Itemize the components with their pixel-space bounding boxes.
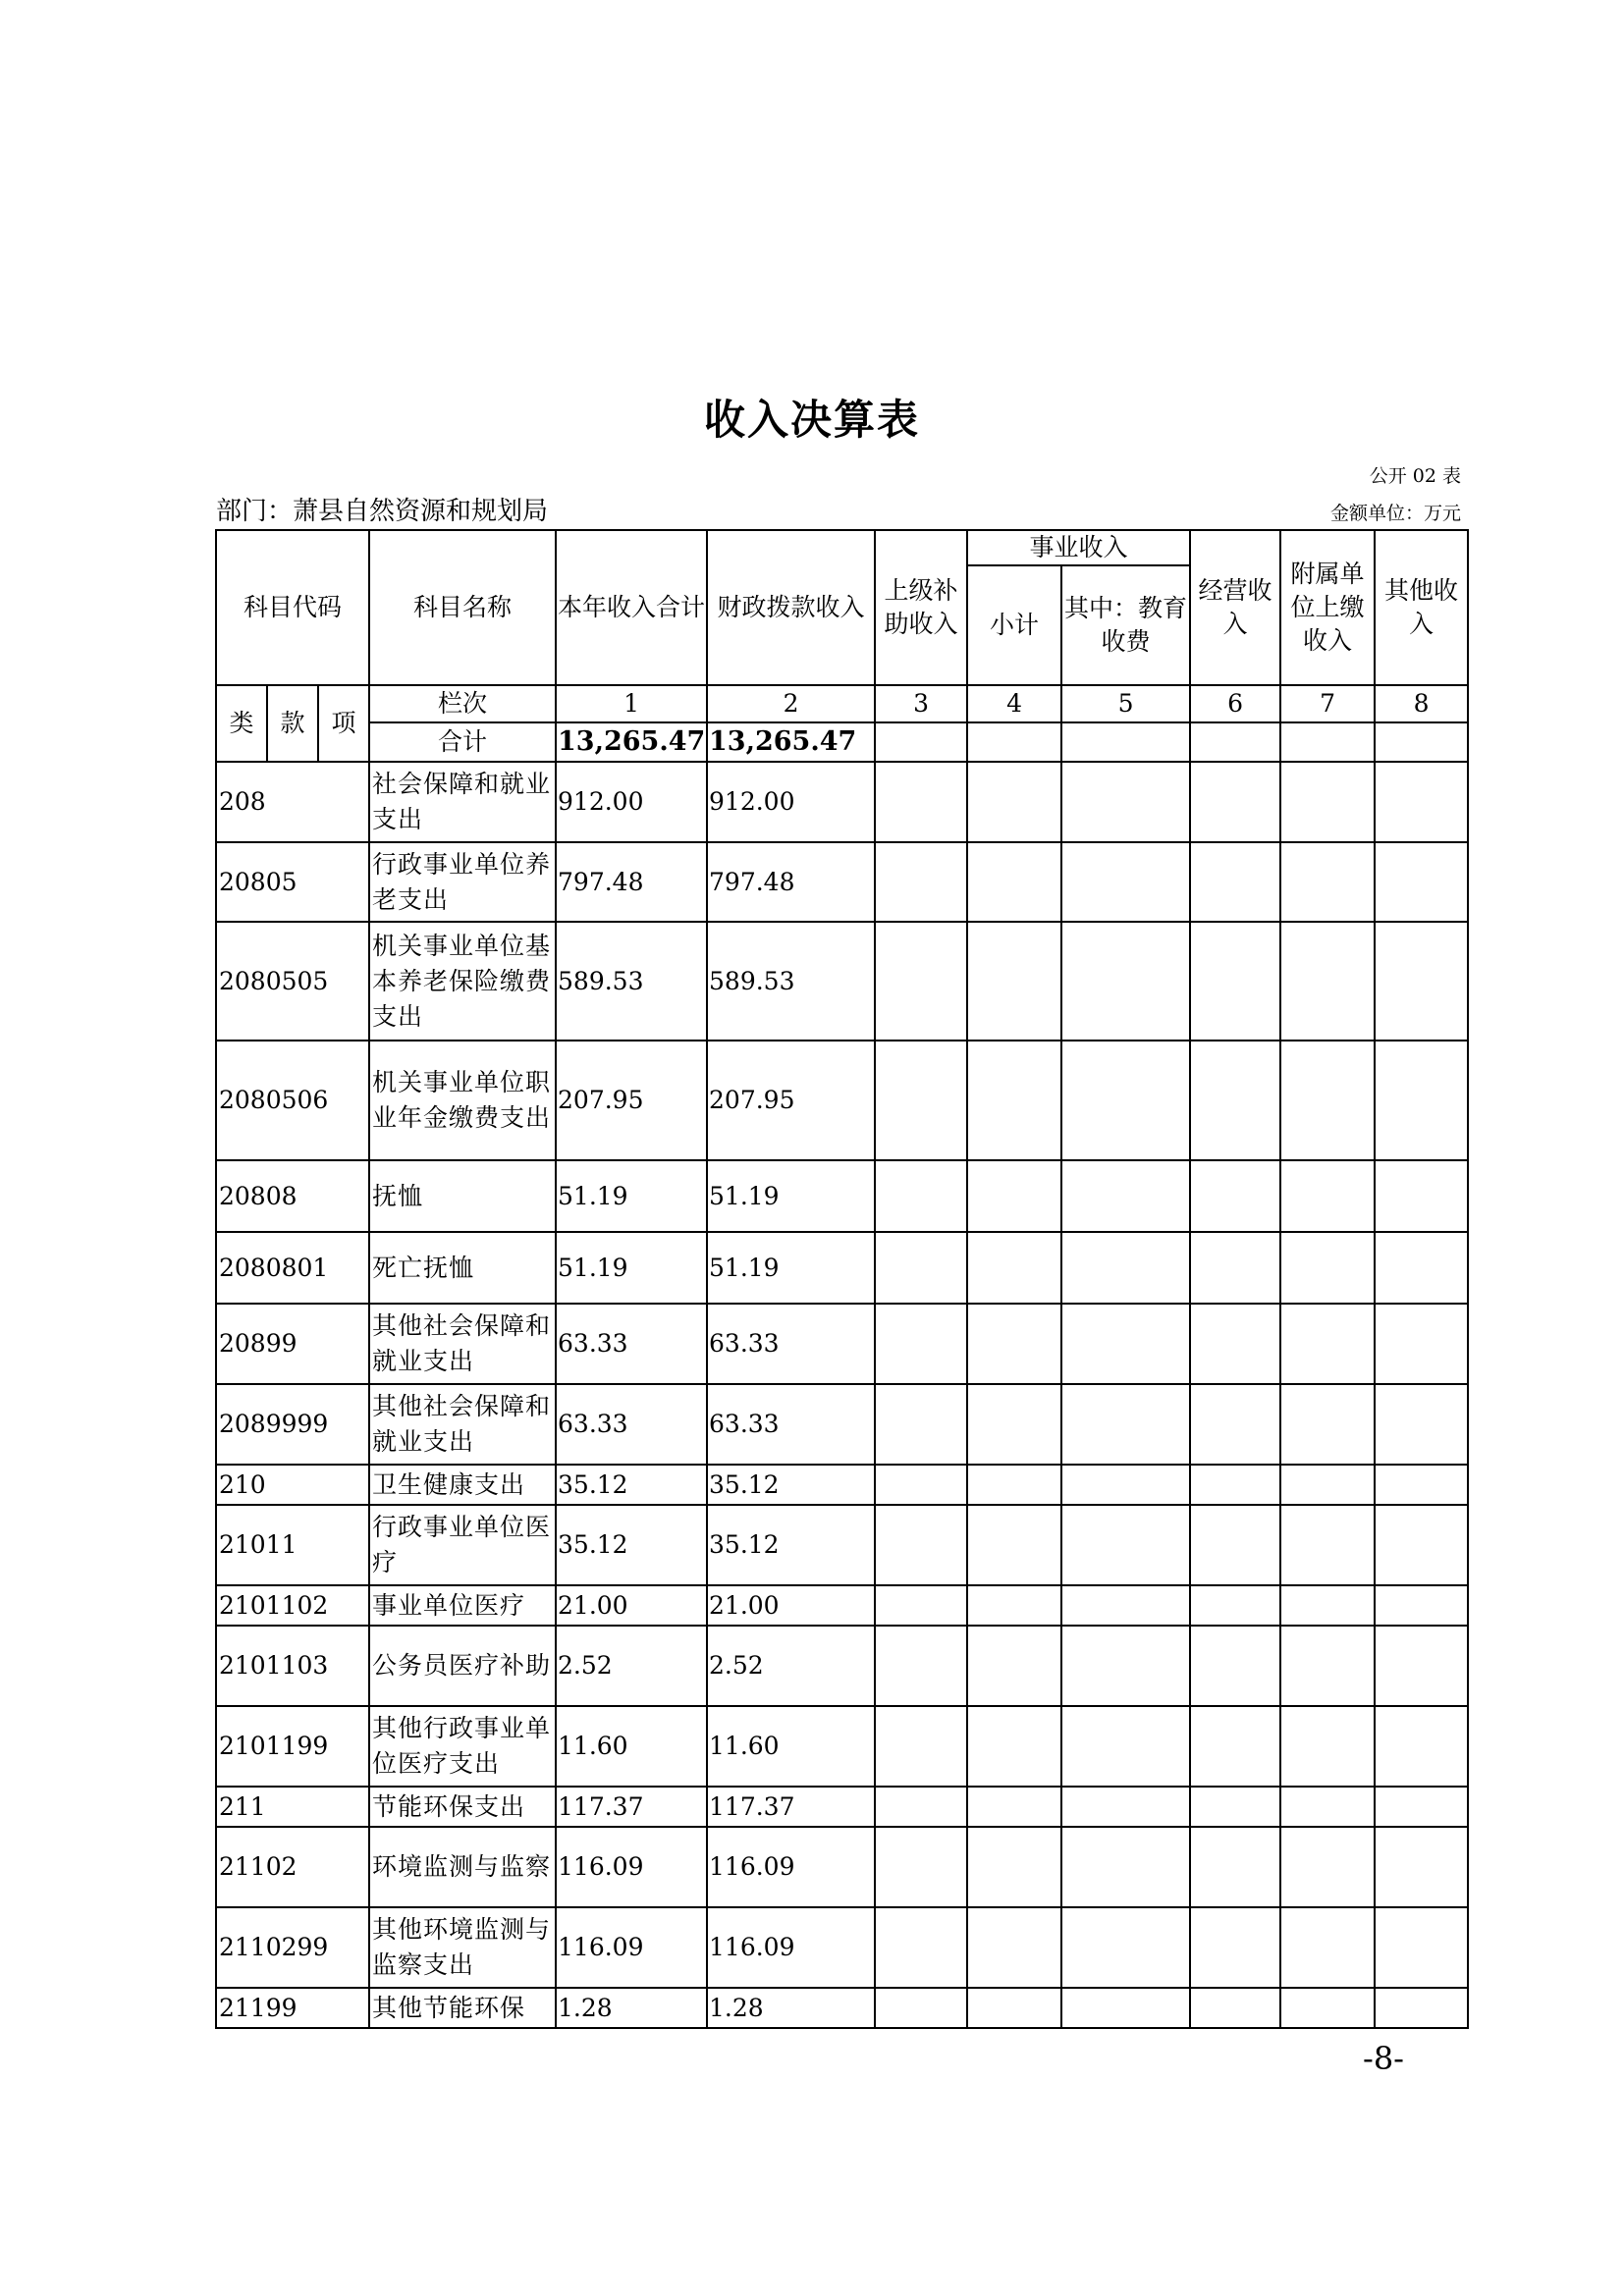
row-fiscal: 912.00 — [707, 762, 875, 842]
row-fiscal: 116.09 — [707, 1907, 875, 1988]
col-number: 5 — [1061, 685, 1190, 722]
empty-cell — [1061, 1465, 1190, 1505]
empty-cell — [1375, 1304, 1468, 1384]
table-row — [216, 922, 1468, 1041]
empty-cell — [1280, 1232, 1375, 1304]
empty-cell — [1280, 1160, 1375, 1232]
header-total: 本年收入合计 — [556, 530, 707, 685]
unit-label: 金额单位：万元 — [1329, 503, 1461, 524]
row-total: 589.53 — [556, 922, 707, 1041]
row-name: 机关事业单位基本养老保险缴费支出 — [369, 922, 556, 1041]
empty-cell — [1375, 922, 1468, 1041]
row-fiscal: 21.00 — [707, 1585, 875, 1626]
col-number: 7 — [1280, 685, 1375, 722]
empty-cell — [1190, 1384, 1280, 1465]
empty-cell — [1061, 1706, 1190, 1787]
row-code: 2080801 — [216, 1232, 369, 1304]
empty-cell — [875, 1907, 967, 1988]
empty-cell — [1190, 842, 1280, 922]
empty-cell — [1375, 1465, 1468, 1505]
header-superior: 上级补助收入 — [875, 530, 967, 685]
empty-cell — [967, 1505, 1061, 1585]
col-number: 3 — [875, 685, 967, 722]
header-subtotal: 小计 — [967, 565, 1061, 685]
col-number: 2 — [707, 685, 875, 722]
department-label: 部门：萧县自然资源和规划局 — [216, 497, 549, 526]
empty-cell — [1061, 1827, 1190, 1907]
row-fiscal: 63.33 — [707, 1304, 875, 1384]
row-name: 节能环保支出 — [369, 1787, 556, 1827]
empty-cell — [1061, 1041, 1190, 1160]
table-row — [216, 1041, 1468, 1160]
col-number: 6 — [1190, 685, 1280, 722]
empty-cell — [1190, 1585, 1280, 1626]
empty-cell — [967, 1827, 1061, 1907]
row-fiscal: 117.37 — [707, 1787, 875, 1827]
header-fiscal: 财政拨款收入 — [707, 530, 875, 685]
empty-cell — [1190, 1626, 1280, 1706]
row-fiscal: 35.12 — [707, 1465, 875, 1505]
empty-cell — [967, 1787, 1061, 1827]
empty-cell — [1280, 1988, 1375, 2028]
empty-cell — [1190, 762, 1280, 842]
row-fiscal: 589.53 — [707, 922, 875, 1041]
empty-cell — [1061, 1384, 1190, 1465]
empty-cell — [875, 1304, 967, 1384]
col-number: 8 — [1375, 685, 1468, 722]
empty-cell — [1375, 1041, 1468, 1160]
empty-cell — [1190, 1304, 1280, 1384]
header-affiliated: 附属单位上缴收入 — [1280, 530, 1375, 685]
row-total: 116.09 — [556, 1907, 707, 1988]
empty-cell — [1190, 1706, 1280, 1787]
empty-cell — [1280, 1907, 1375, 1988]
page-number: -8- — [1363, 2040, 1404, 2077]
empty-cell — [1375, 842, 1468, 922]
empty-cell — [1061, 1626, 1190, 1706]
table-row — [216, 1706, 1468, 1787]
row-code: 2101103 — [216, 1626, 369, 1706]
empty-cell — [1280, 1787, 1375, 1827]
row-name: 行政事业单位养老支出 — [369, 842, 556, 922]
empty-cell — [967, 1465, 1061, 1505]
row-code: 2101199 — [216, 1706, 369, 1787]
empty-cell — [1375, 1706, 1468, 1787]
form-number: 公开 02 表 — [1369, 465, 1461, 487]
empty-cell — [967, 1585, 1061, 1626]
header-code: 科目代码 — [216, 530, 369, 685]
table-row — [216, 1827, 1468, 1907]
row-total: 21.00 — [556, 1585, 707, 1626]
empty-cell — [1061, 922, 1190, 1041]
empty-cell — [1375, 1626, 1468, 1706]
empty-cell — [1375, 1232, 1468, 1304]
empty-cell — [967, 1907, 1061, 1988]
header-business: 事业收入 — [967, 530, 1190, 565]
row-fiscal: 1.28 — [707, 1988, 875, 2028]
table-row — [216, 1988, 1468, 2028]
empty-cell — [875, 1827, 967, 1907]
row-code: 2089999 — [216, 1384, 369, 1465]
row-code: 21102 — [216, 1827, 369, 1907]
empty-cell — [967, 1304, 1061, 1384]
row-name: 社会保障和就业支出 — [369, 762, 556, 842]
empty-cell — [1375, 1787, 1468, 1827]
empty-cell — [967, 842, 1061, 922]
header-xiang: 项 — [318, 685, 369, 762]
empty-cell — [875, 762, 967, 842]
row-fiscal: 51.19 — [707, 1160, 875, 1232]
page-title: 收入决算表 — [703, 396, 920, 444]
table-row — [216, 842, 1468, 922]
empty-cell — [1061, 842, 1190, 922]
row-total: 912.00 — [556, 762, 707, 842]
empty-cell — [1375, 1988, 1468, 2028]
empty-cell — [1190, 1465, 1280, 1505]
empty-cell — [1280, 1041, 1375, 1160]
row-name: 卫生健康支出 — [369, 1465, 556, 1505]
empty-cell — [1190, 922, 1280, 1041]
empty-cell — [1280, 1465, 1375, 1505]
column-number-row — [216, 685, 1468, 722]
row-total: 11.60 — [556, 1706, 707, 1787]
row-code: 21199 — [216, 1988, 369, 2028]
table-row — [216, 1465, 1468, 1505]
header-name: 科目名称 — [369, 530, 556, 685]
row-total: 51.19 — [556, 1160, 707, 1232]
empty-cell — [1061, 1988, 1190, 2028]
row-total: 2.52 — [556, 1626, 707, 1706]
row-name: 行政事业单位医疗 — [369, 1505, 556, 1585]
empty-cell — [1280, 922, 1375, 1041]
empty-cell — [1190, 1988, 1280, 2028]
total-label: 合计 — [369, 722, 556, 762]
empty-cell — [1190, 1041, 1280, 1160]
empty-cell — [967, 1160, 1061, 1232]
empty-cell — [1375, 1827, 1468, 1907]
row-fiscal: 35.12 — [707, 1505, 875, 1585]
table-row — [216, 1505, 1468, 1585]
header-operating: 经营收入 — [1190, 530, 1280, 685]
row-name: 机关事业单位职业年金缴费支出 — [369, 1041, 556, 1160]
row-code: 20805 — [216, 842, 369, 922]
row-code: 2110299 — [216, 1907, 369, 1988]
empty-cell — [1190, 1787, 1280, 1827]
row-fiscal: 116.09 — [707, 1827, 875, 1907]
empty-cell — [1280, 1384, 1375, 1465]
empty-cell — [1061, 1907, 1190, 1988]
empty-cell — [1190, 1505, 1280, 1585]
row-total: 51.19 — [556, 1232, 707, 1304]
income-table — [215, 529, 1469, 2029]
header-other: 其他收入 — [1375, 530, 1468, 685]
row-fiscal: 2.52 — [707, 1626, 875, 1706]
empty-cell — [1280, 1585, 1375, 1626]
empty-cell — [1190, 1827, 1280, 1907]
row-fiscal: 797.48 — [707, 842, 875, 922]
row-total: 1.28 — [556, 1988, 707, 2028]
table-row — [216, 1384, 1468, 1465]
empty-cell — [1190, 1907, 1280, 1988]
empty-cell — [1061, 1304, 1190, 1384]
empty-cell — [875, 1706, 967, 1787]
empty-cell — [875, 1505, 967, 1585]
row-name: 公务员医疗补助 — [369, 1626, 556, 1706]
row-total: 117.37 — [556, 1787, 707, 1827]
table-row — [216, 1160, 1468, 1232]
row-name: 其他节能环保 — [369, 1988, 556, 2028]
row-name: 其他社会保障和就业支出 — [369, 1384, 556, 1465]
empty-cell — [875, 1585, 967, 1626]
row-fiscal: 63.33 — [707, 1384, 875, 1465]
empty-cell — [1061, 1232, 1190, 1304]
empty-cell — [1280, 842, 1375, 922]
empty-cell — [967, 1232, 1061, 1304]
empty-cell — [1375, 1505, 1468, 1585]
empty-cell — [967, 1041, 1061, 1160]
empty-cell — [1061, 1585, 1190, 1626]
row-code: 20808 — [216, 1160, 369, 1232]
empty-cell — [1280, 1505, 1375, 1585]
table-row — [216, 762, 1468, 842]
empty-cell — [1280, 1706, 1375, 1787]
header-kuan: 款 — [267, 685, 318, 762]
empty-cell — [875, 1041, 967, 1160]
row-total: 63.33 — [556, 1304, 707, 1384]
row-total: 207.95 — [556, 1041, 707, 1160]
row-total: 797.48 — [556, 842, 707, 922]
empty-cell — [875, 1465, 967, 1505]
empty-cell — [875, 1626, 967, 1706]
table-row — [216, 1626, 1468, 1706]
col-number: 1 — [556, 685, 707, 722]
empty-cell — [967, 1626, 1061, 1706]
empty-cell — [1061, 1505, 1190, 1585]
column-label: 栏次 — [369, 685, 556, 722]
row-code: 208 — [216, 762, 369, 842]
row-code: 20899 — [216, 1304, 369, 1384]
row-code: 211 — [216, 1787, 369, 1827]
row-name: 抚恤 — [369, 1160, 556, 1232]
empty-cell — [875, 1232, 967, 1304]
empty-cell — [967, 1988, 1061, 2028]
empty-cell — [875, 842, 967, 922]
row-total: 35.12 — [556, 1505, 707, 1585]
row-fiscal: 11.60 — [707, 1706, 875, 1787]
row-name: 事业单位医疗 — [369, 1585, 556, 1626]
empty-cell — [875, 1160, 967, 1232]
empty-cell — [1375, 762, 1468, 842]
header-lei: 类 — [216, 685, 267, 762]
empty-cell — [967, 922, 1061, 1041]
empty-cell — [875, 1384, 967, 1465]
row-code: 2080506 — [216, 1041, 369, 1160]
empty-cell — [1375, 1907, 1468, 1988]
table-row — [216, 1787, 1468, 1827]
empty-cell — [967, 1706, 1061, 1787]
header-education: 其中：教育收费 — [1061, 565, 1190, 685]
empty-cell — [1280, 1626, 1375, 1706]
empty-cell — [1280, 762, 1375, 842]
total-amount: 13,265.47 — [556, 722, 707, 762]
row-fiscal: 207.95 — [707, 1041, 875, 1160]
row-name: 其他社会保障和就业支出 — [369, 1304, 556, 1384]
empty-cell — [1375, 1384, 1468, 1465]
row-total: 35.12 — [556, 1465, 707, 1505]
empty-cell — [1190, 1160, 1280, 1232]
empty-cell — [967, 1384, 1061, 1465]
row-name: 其他行政事业单位医疗支出 — [369, 1706, 556, 1787]
total-row — [216, 722, 1468, 762]
table-row — [216, 1585, 1468, 1626]
row-total: 63.33 — [556, 1384, 707, 1465]
row-code: 2080505 — [216, 922, 369, 1041]
empty-cell — [1280, 1304, 1375, 1384]
empty-cell — [1061, 762, 1190, 842]
empty-cell — [875, 922, 967, 1041]
row-code: 210 — [216, 1465, 369, 1505]
table-row — [216, 1304, 1468, 1384]
header-row-1 — [216, 530, 1468, 565]
empty-cell — [967, 762, 1061, 842]
table-row — [216, 1232, 1468, 1304]
row-code: 2101102 — [216, 1585, 369, 1626]
empty-cell — [1375, 1585, 1468, 1626]
row-fiscal: 51.19 — [707, 1232, 875, 1304]
col-number: 4 — [967, 685, 1061, 722]
row-name: 其他环境监测与监察支出 — [369, 1907, 556, 1988]
empty-cell — [1190, 1232, 1280, 1304]
table-row — [216, 1907, 1468, 1988]
empty-cell — [1375, 1160, 1468, 1232]
row-name: 死亡抚恤 — [369, 1232, 556, 1304]
empty-cell — [875, 1787, 967, 1827]
empty-cell — [1061, 1787, 1190, 1827]
empty-cell — [1280, 1827, 1375, 1907]
row-code: 21011 — [216, 1505, 369, 1585]
empty-cell — [875, 1988, 967, 2028]
empty-cell — [1061, 1160, 1190, 1232]
row-total: 116.09 — [556, 1827, 707, 1907]
total-fiscal: 13,265.47 — [707, 722, 875, 762]
row-name: 环境监测与监察 — [369, 1827, 556, 1907]
